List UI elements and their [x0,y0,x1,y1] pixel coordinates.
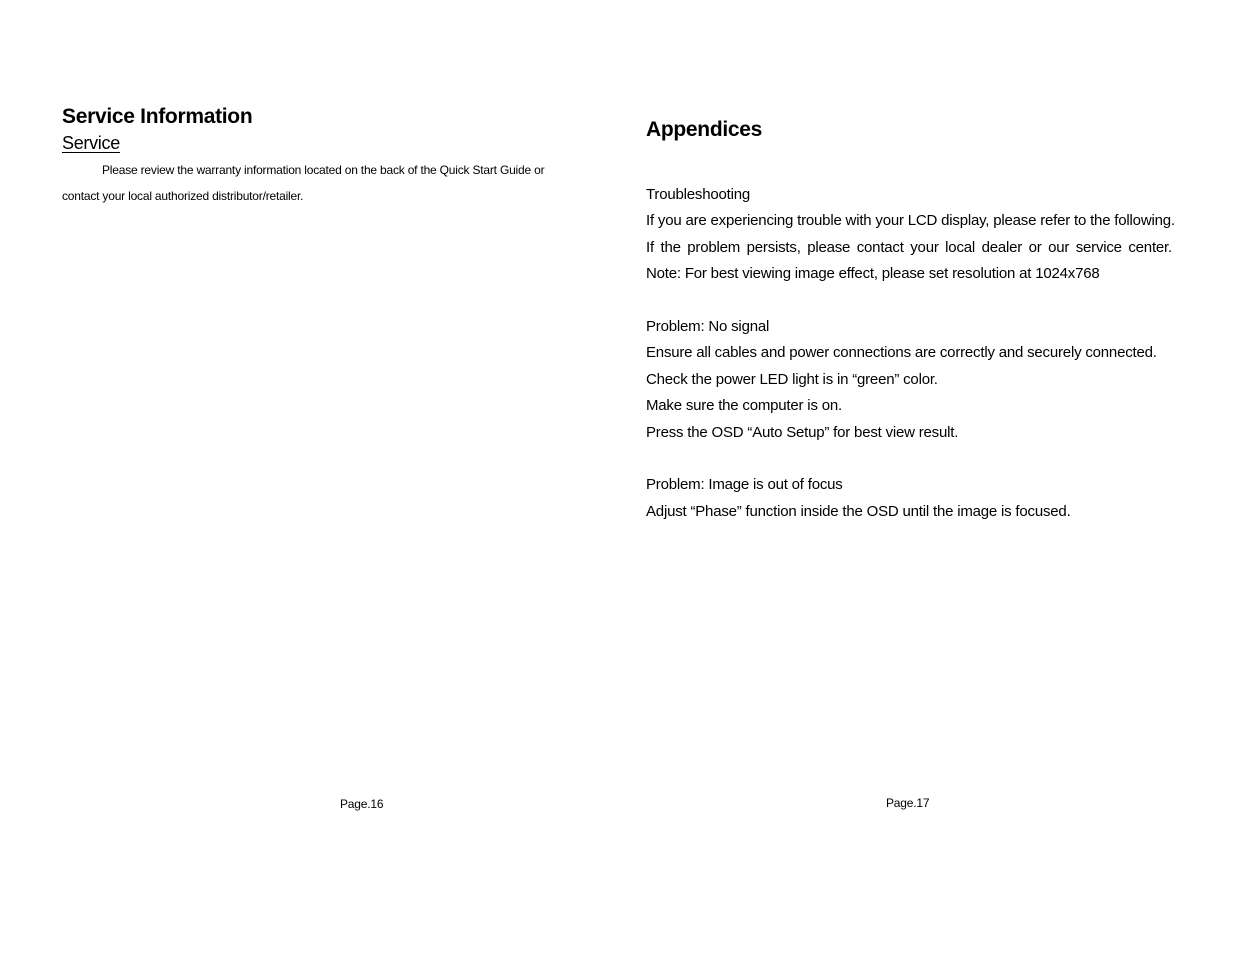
paragraph-gap [646,446,1172,472]
service-subtitle: Service [62,133,120,153]
problem-focus-heading: Problem: Image is out of focus [646,476,843,494]
problem-no-signal-heading: Problem: No signal [646,317,770,335]
no-signal-step: Make sure the computer is on. [646,397,842,415]
service-information-title: Service Information [62,105,253,128]
focus-step: Adjust “Phase” function inside the OSD until the image is focused. [646,502,1071,520]
resolution-note: Note: For best viewing image effect, please set resolution at 1024x768 [646,265,1100,283]
no-signal-step: Ensure all cables and power connections are correctly and securely connected. [646,344,1157,362]
troubleshooting-heading: Troubleshooting [646,186,751,203]
service-body-text: Please review the warranty information located on the back of the Quick Start Guide or contact your local authorized distributor/retailer. [62,163,545,203]
no-signal-step: Check the power LED light is in “green” color. [646,370,938,388]
paragraph-gap [646,288,1172,314]
left-page [62,0,582,954]
page-number-right: Page.17 [886,796,930,810]
appendices-title: Appendices [646,118,763,141]
appendices-content [646,182,1175,525]
right-page [646,0,1175,954]
troubleshooting-contact-line: If the problem persists, please contact your local dealer or our service center. [646,238,1172,256]
no-signal-step: Press the OSD “Auto Setup” for best view result. [646,423,959,441]
troubleshooting-intro-line: If you are experiencing trouble with your LCD display, please refer to the following. [646,212,1175,230]
page-number-left: Page.16 [340,797,384,811]
